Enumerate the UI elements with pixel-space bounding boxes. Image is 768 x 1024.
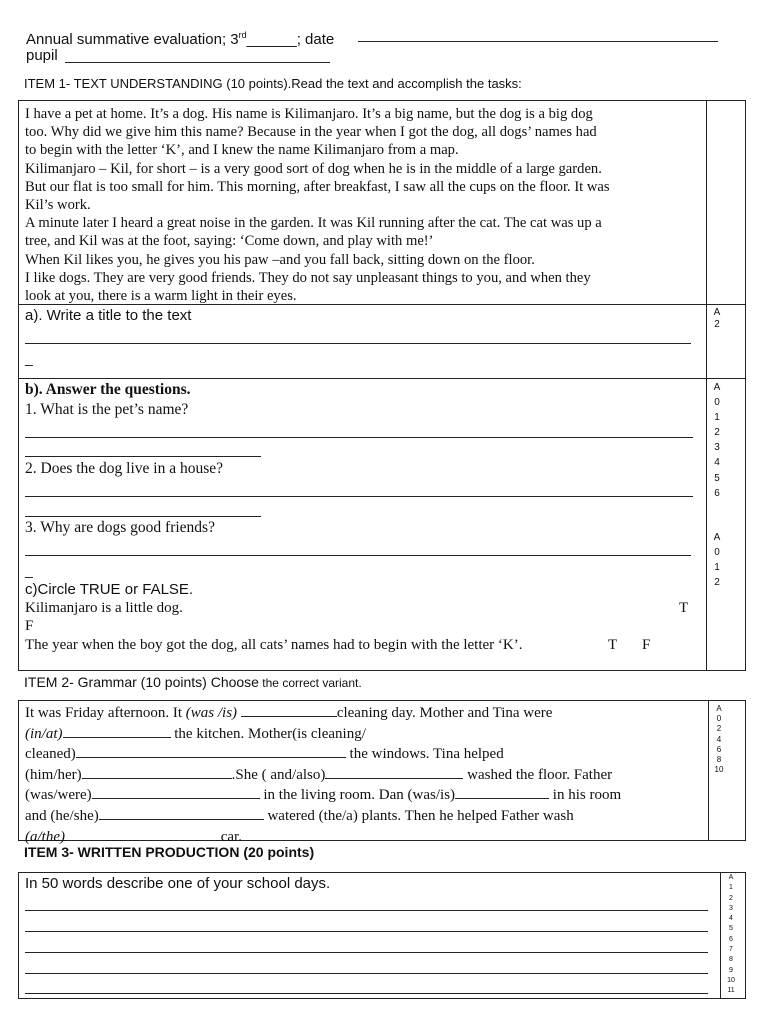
passage-line: A minute later I heard a great noise in the garden. It was Kil running after the cat. The cat was up a [25, 215, 602, 232]
item2-heading-small: the correct variant. [258, 676, 362, 690]
task-b-dash: _ [25, 562, 33, 578]
q2-answer-line-1[interactable] [25, 496, 693, 497]
q1-answer-line-1[interactable] [25, 437, 693, 438]
task-a-score: A 2 [713, 307, 721, 330]
task-a-dash: _ [25, 350, 33, 366]
question-1: 1. What is the pet’s name? [25, 401, 189, 418]
grammar-option: (a/the) [25, 828, 65, 845]
grammar-text: cleaning day. Mother and Tina were [336, 705, 553, 721]
writing-line-3[interactable] [25, 952, 708, 953]
grammar-line-1 [25, 703, 621, 724]
grammar-text: .She ( and/also) [231, 766, 326, 783]
grammar-option: (in/at) [25, 725, 63, 742]
passage-line: Kilimanjaro – Kil, for short – is a very good sort of dog when he is in the middle of a large garden. [25, 160, 602, 177]
statement-2-false[interactable]: F [642, 637, 651, 653]
reading-passage [25, 105, 705, 305]
writing-line-1[interactable] [25, 910, 708, 911]
grammar-option: (was /is) [185, 705, 238, 721]
grammar-text: and (he/she) [25, 807, 99, 824]
grammar-text: the kitchen. Mother(is cleaning/ [170, 725, 366, 742]
task-b-score-1: A 0 1 2 3 4 5 6 [713, 382, 721, 499]
passage-line: look at you, there is a warm light in their eyes. [25, 288, 297, 305]
task-b-score-2: A 0 1 2 [713, 532, 721, 589]
writing-line-4[interactable] [25, 973, 708, 974]
item2-heading [24, 673, 362, 692]
grammar-text: cleaned) [25, 746, 76, 763]
title-prefix: Annual summative evaluation; 3 [26, 31, 239, 48]
task-c-label: c)Circle TRUE or FALSE. [25, 581, 194, 598]
statement-2: The year when the boy got the dog, all cats’ names had to begin with the letter ‘K’. [25, 637, 523, 653]
pupil-blank[interactable] [65, 62, 330, 63]
item3-heading: ITEM 3- WRITTEN PRODUCTION (20 points) [24, 844, 315, 860]
header-title-line [26, 25, 334, 50]
writing-line-2[interactable] [25, 931, 708, 932]
grammar-line-3 [25, 744, 621, 765]
grammar-blank[interactable] [325, 765, 463, 779]
item3-score: A 1 2 3 4 5 6 7 8 9 10 11 [727, 874, 735, 995]
grammar-text: the windows. Tina helped [345, 746, 504, 763]
writing-line-5[interactable] [25, 993, 708, 994]
passage-line: too. Why did we give him this name? Because in the year when I got the dog, all dogs’ names had [25, 124, 597, 141]
grammar-blank[interactable] [76, 744, 346, 758]
grammar-blank[interactable] [455, 785, 549, 799]
grammar-text: (was/were) [25, 787, 92, 804]
grammar-exercise [25, 703, 621, 847]
question-3: 3. Why are dogs good friends? [25, 519, 215, 536]
passage-line: I like dogs. They are very good friends. They do not say unpleasant things to you, and when they [25, 269, 591, 286]
grammar-blank[interactable] [99, 806, 264, 820]
pupil-label: pupil [26, 47, 58, 64]
grammar-blank[interactable] [63, 724, 171, 738]
item2-heading-main: ITEM 2- Grammar (10 points) Choose [24, 674, 259, 690]
task-b-label: b). Answer the questions. [25, 381, 191, 398]
grammar-text: (him/her) [25, 766, 82, 783]
item2-score-column-divider [708, 700, 709, 841]
question-2: 2. Does the dog live in a house? [25, 460, 224, 477]
passage-line: When Kil likes you, he gives you his paw –and you fall back, sitting down on the floor. [25, 251, 535, 268]
passage-line: Kil’s work. [25, 197, 91, 214]
grammar-line-5 [25, 785, 621, 806]
q1-answer-line-2[interactable] [25, 456, 261, 457]
title-superscript: rd [238, 30, 247, 40]
grammar-blank[interactable] [241, 703, 337, 717]
q2-answer-line-2[interactable] [25, 516, 261, 517]
passage-line: tree, and Kil was at the foot, saying: ‘Come down, and play with me!’ [25, 233, 434, 250]
item1-divider-b [18, 378, 746, 379]
item3-prompt: In 50 words describe one of your school days. [25, 875, 331, 892]
grammar-line-2 [25, 724, 621, 745]
item1-heading: ITEM 1- TEXT UNDERSTANDING (10 points).Read the text and accomplish the tasks: [24, 76, 522, 91]
title-mid: ______; date [246, 31, 335, 48]
statement-2-true[interactable]: T [608, 637, 618, 653]
statement-1-true[interactable]: T [679, 600, 689, 616]
grammar-blank[interactable] [92, 785, 260, 799]
grammar-line-6 [25, 806, 621, 827]
grammar-text: car. [216, 828, 242, 845]
grammar-text: washed the floor. Father [463, 766, 613, 783]
item2-score: A 0 2 4 6 8 10 [714, 704, 724, 775]
item3-score-column-divider [720, 872, 721, 999]
grammar-text: in the living room. Dan (was/is) [259, 787, 456, 804]
statement-1: Kilimanjaro is a little dog. [25, 600, 183, 616]
item1-score-column-divider [706, 100, 707, 671]
grammar-text: in his room [549, 787, 622, 804]
task-a-label: a). Write a title to the text [25, 307, 192, 324]
passage-line: But our flat is too small for him. This morning, after breakfast, I saw all the cups on the floor. It was [25, 178, 610, 195]
grammar-blank[interactable] [82, 765, 232, 779]
grammar-blank[interactable] [65, 827, 217, 841]
grammar-text: watered (the/a) plants. Then he helped Father wash [263, 807, 574, 824]
passage-line: I have a pet at home. It’s a dog. His name is Kilimanjaro. It’s a big name, but the dog is a big dog [25, 106, 593, 122]
grammar-line-4 [25, 765, 621, 786]
date-blank[interactable] [358, 41, 718, 42]
q3-answer-line-1[interactable] [25, 555, 691, 556]
task-a-answer-line[interactable] [25, 343, 691, 344]
statement-1-false[interactable]: F [25, 618, 34, 634]
passage-line: to begin with the letter ‘K’, and I knew the name Kilimanjaro from a map. [25, 142, 459, 159]
grammar-text: It was Friday afternoon. It [25, 705, 186, 721]
